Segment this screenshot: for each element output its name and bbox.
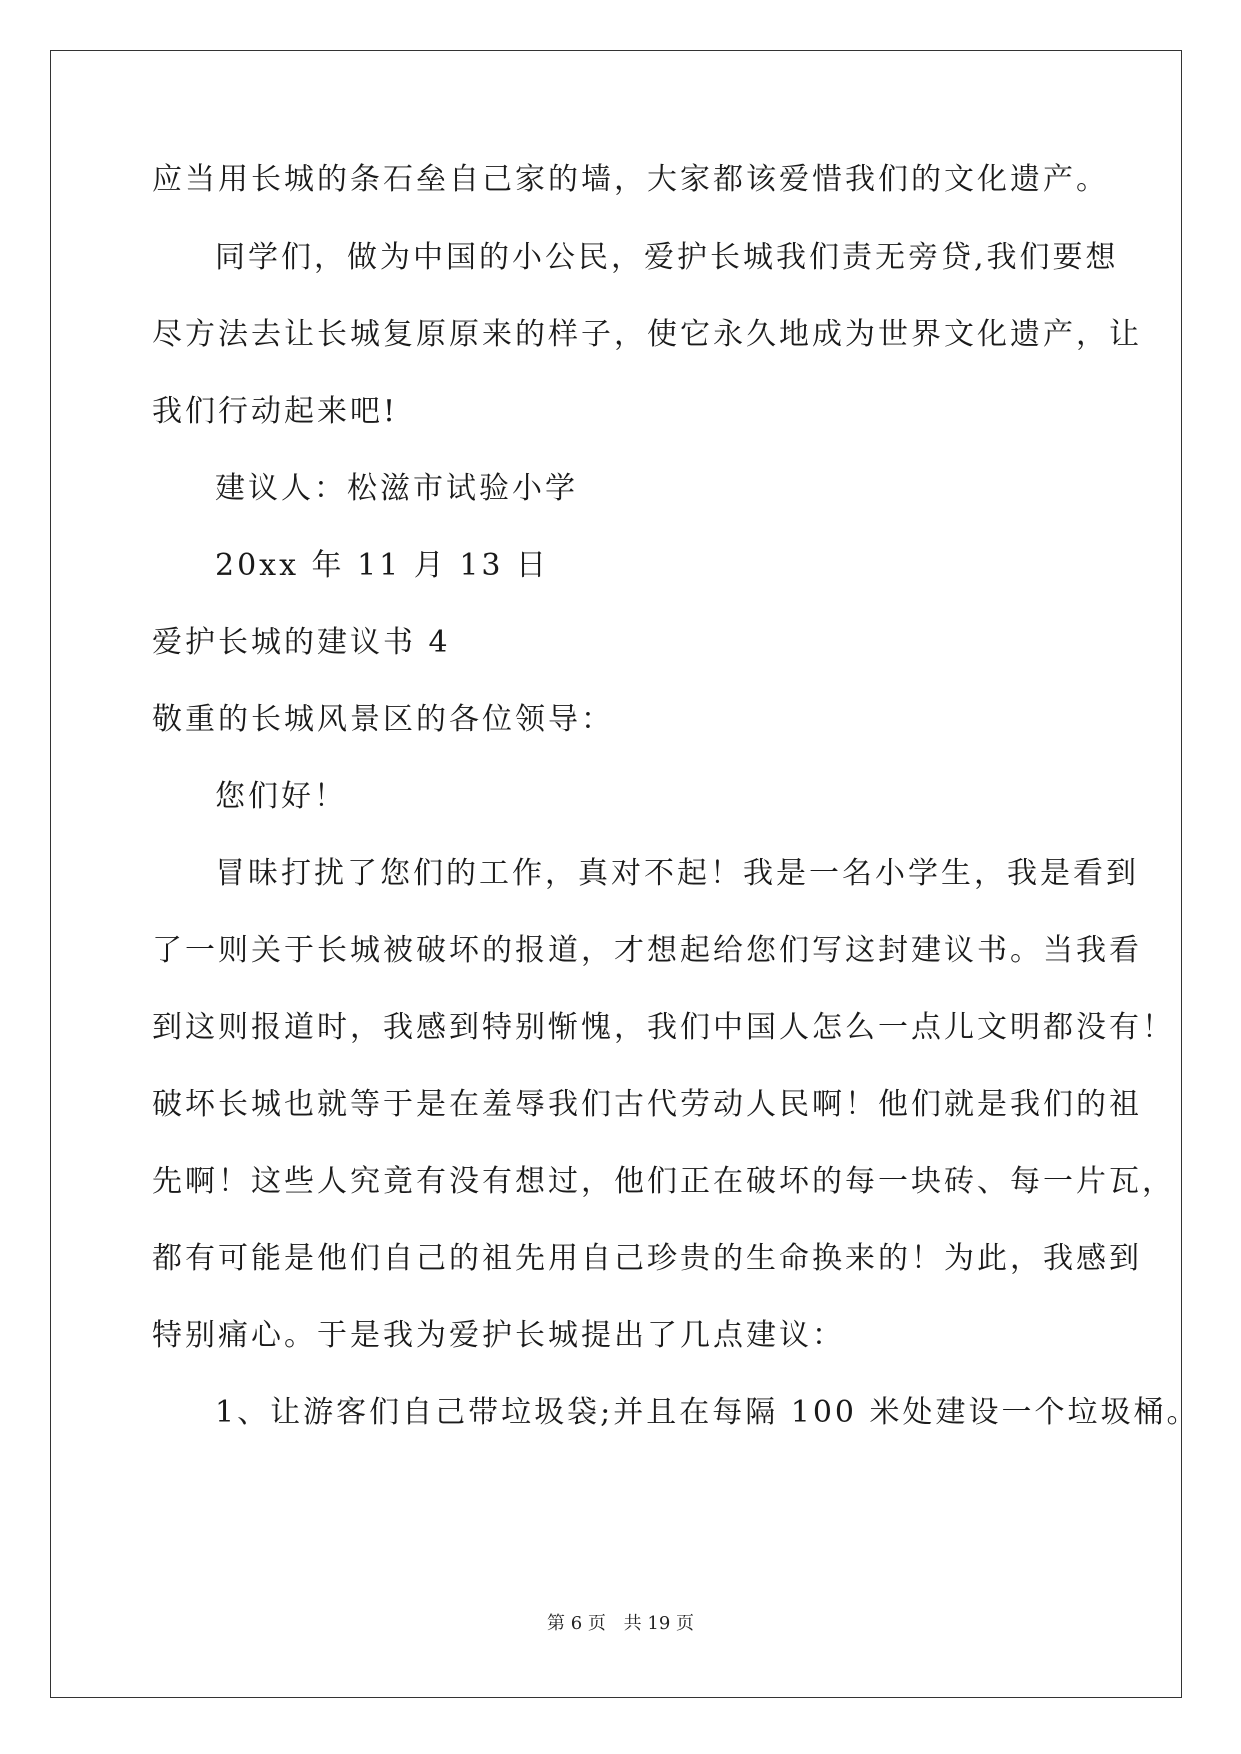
paragraph-line: 了一则关于长城被破坏的报道，才想起给您们写这封建议书。当我看 (152, 933, 1142, 968)
list-item: 1、让游客们自己带垃圾袋;并且在每隔 100 米处建设一个垃圾桶。 (215, 1395, 1200, 1430)
paragraph-line: 应当用长城的条石垒自己家的墙，大家都该爱惜我们的文化遗产。 (152, 162, 1109, 197)
paragraph-line: 破坏长城也就等于是在羞辱我们古代劳动人民啊！他们就是我们的祖 (152, 1087, 1142, 1122)
section-title: 爱护长城的建议书 4 (152, 625, 451, 660)
page-footer (0, 1612, 1241, 1636)
page-total: 共 19 页 (623, 1613, 694, 1634)
paragraph-line: 都有可能是他们自己的祖先用自己珍贵的生命换来的！为此，我感到 (152, 1241, 1142, 1276)
paragraph-line: 到这则报道时，我感到特别惭愧，我们中国人怎么一点儿文明都没有！ (152, 1010, 1175, 1045)
paragraph-line: 冒昧打扰了您们的工作，真对不起！我是一名小学生，我是看到 (215, 856, 1139, 891)
salutation: 敬重的长城风景区的各位领导： (152, 702, 614, 737)
page-number: 第 6 页 (547, 1613, 606, 1634)
paragraph-line: 先啊！这些人究竟有没有想过，他们正在破坏的每一块砖、每一片瓦， (152, 1164, 1175, 1199)
signature-line: 建议人：松滋市试验小学 (215, 471, 578, 506)
greeting: 您们好！ (215, 779, 347, 814)
paragraph-line: 尽方法去让长城复原原来的样子，使它永久地成为世界文化遗产，让 (152, 317, 1142, 352)
date-line: 20xx 年 11 月 13 日 (215, 548, 550, 583)
paragraph-line: 特别痛心。于是我为爱护长城提出了几点建议： (152, 1318, 845, 1353)
paragraph-line: 我们行动起来吧! (152, 394, 399, 429)
paragraph-line: 同学们，做为中国的小公民，爱护长城我们责无旁贷,我们要想 (215, 240, 1119, 275)
